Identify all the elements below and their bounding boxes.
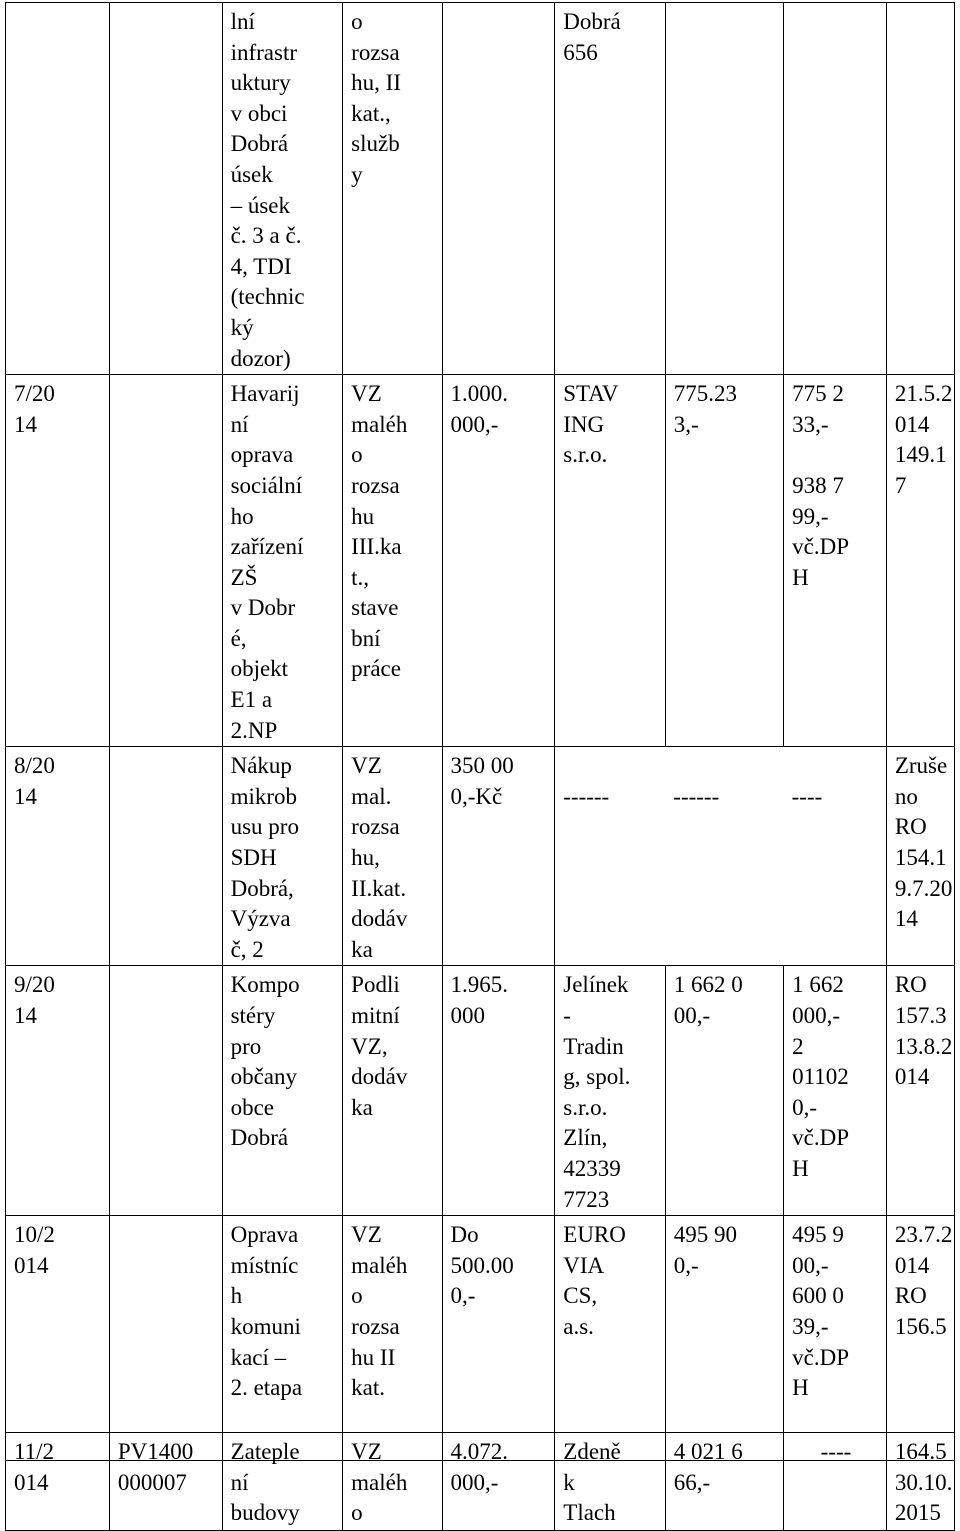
cell-type: Podli mitní VZ, dodáv ka	[343, 966, 442, 1216]
cell-resolution	[886, 3, 954, 375]
cell-resolution: 21.5.2 014 149.1 7	[886, 375, 954, 747]
cell-number: 7/20 14	[6, 375, 110, 747]
cell-estimated-value: 1.000. 000,-	[442, 375, 555, 747]
cell-actual-price	[784, 3, 887, 375]
table-row	[6, 966, 955, 1216]
cell-resolution: 164.5 30.10. 2015	[886, 1433, 954, 1531]
cell-bid-price: 775.23 3,-	[665, 375, 783, 747]
cell-subject: Nákup mikrob usu pro SDH Dobrá, Výzva č, 2	[222, 747, 343, 966]
cell-resolution: RO 157.3 13.8.2 014	[886, 966, 954, 1216]
table-row	[6, 375, 955, 747]
table-row	[6, 1216, 955, 1461]
cell-actual-price: 775 2 33,- 938 7 99,- vč.DP H	[784, 375, 887, 747]
cell-bid-price: 1 662 0 00,-	[665, 966, 783, 1216]
cell-code	[109, 1216, 222, 1461]
cell-subject: Zateple ní budovy	[222, 1433, 343, 1531]
table-row	[6, 1433, 955, 1531]
cell-estimated-value: 1.965. 000	[442, 966, 555, 1216]
cell-actual-price: ----	[784, 747, 887, 966]
cell-number	[6, 3, 110, 375]
cell-actual-price: 495 9 00,- 600 0 39,- vč.DP H	[784, 1216, 887, 1461]
cell-number: 9/20 14	[6, 966, 110, 1216]
cell-type: VZ maléh o	[343, 1433, 442, 1531]
cell-resolution: 23.7.2 014 RO 156.5	[886, 1216, 954, 1461]
cell-type: VZ mal. rozsa hu, II.kat. dodáv ka	[343, 747, 442, 966]
cell-type: VZ maléh o rozsa hu II kat.	[343, 1216, 442, 1461]
cell-bid-price	[665, 3, 783, 375]
cell-number: 10/2 014	[6, 1216, 110, 1461]
cell-subject: Kompo stéry pro občany obce Dobrá	[222, 966, 343, 1216]
cell-code: PV1400 000007	[109, 1433, 222, 1531]
cell-bid-price: 495 90 0,-	[665, 1216, 783, 1461]
contracts-table-continued	[5, 1432, 955, 1531]
cell-code	[109, 747, 222, 966]
cell-code	[109, 375, 222, 747]
cell-actual-price: 1 662 000,- 2 01102 0,- vč.DP H	[784, 966, 887, 1216]
cell-subject: Oprava místníc h komuni kací – 2. etapa	[222, 1216, 343, 1461]
cell-bid-price: 4 021 6 66,-	[665, 1433, 783, 1531]
cell-estimated-value	[442, 3, 555, 375]
cell-type: VZ maléh o rozsa hu III.ka t., stave bní práce	[343, 375, 442, 747]
cell-contractor: Zdeně k Tlach	[555, 1433, 666, 1531]
cell-contractor: Dobrá 656	[555, 3, 666, 375]
cell-number: 11/2 014	[6, 1433, 110, 1531]
cell-subject: lní infrastr uktury v obci Dobrá úsek – úsek č. 3 a č. 4, TDI (technic ký dozor)	[222, 3, 343, 375]
cell-code	[109, 966, 222, 1216]
cell-contractor: Jelínek - Tradin g, spol. s.r.o. Zlín, 42339 7723	[555, 966, 666, 1216]
cell-estimated-value: 4.072. 000,-	[442, 1433, 555, 1531]
cell-contractor: STAV ING s.r.o.	[555, 375, 666, 747]
table-row	[6, 3, 955, 375]
cell-actual-price: ----	[784, 1433, 887, 1531]
cell-bid-price: ------	[665, 747, 783, 966]
cell-resolution: Zruše no RO 154.1 9.7.20 14	[886, 747, 954, 966]
cell-estimated-value: Do 500.00 0,-	[442, 1216, 555, 1461]
cell-contractor: ------	[555, 747, 666, 966]
cell-subject: Havarij ní oprava sociální ho zařízení ZŠ v Dobr é, objekt E1 a 2.NP	[222, 375, 343, 747]
cell-number: 8/20 14	[6, 747, 110, 966]
table-row	[6, 747, 955, 966]
cell-code	[109, 3, 222, 375]
cell-contractor: EURO VIA CS, a.s.	[555, 1216, 666, 1461]
cell-estimated-value: 350 00 0,-Kč	[442, 747, 555, 966]
contracts-table	[5, 2, 955, 1461]
cell-type: o rozsa hu, II kat., služb y	[343, 3, 442, 375]
